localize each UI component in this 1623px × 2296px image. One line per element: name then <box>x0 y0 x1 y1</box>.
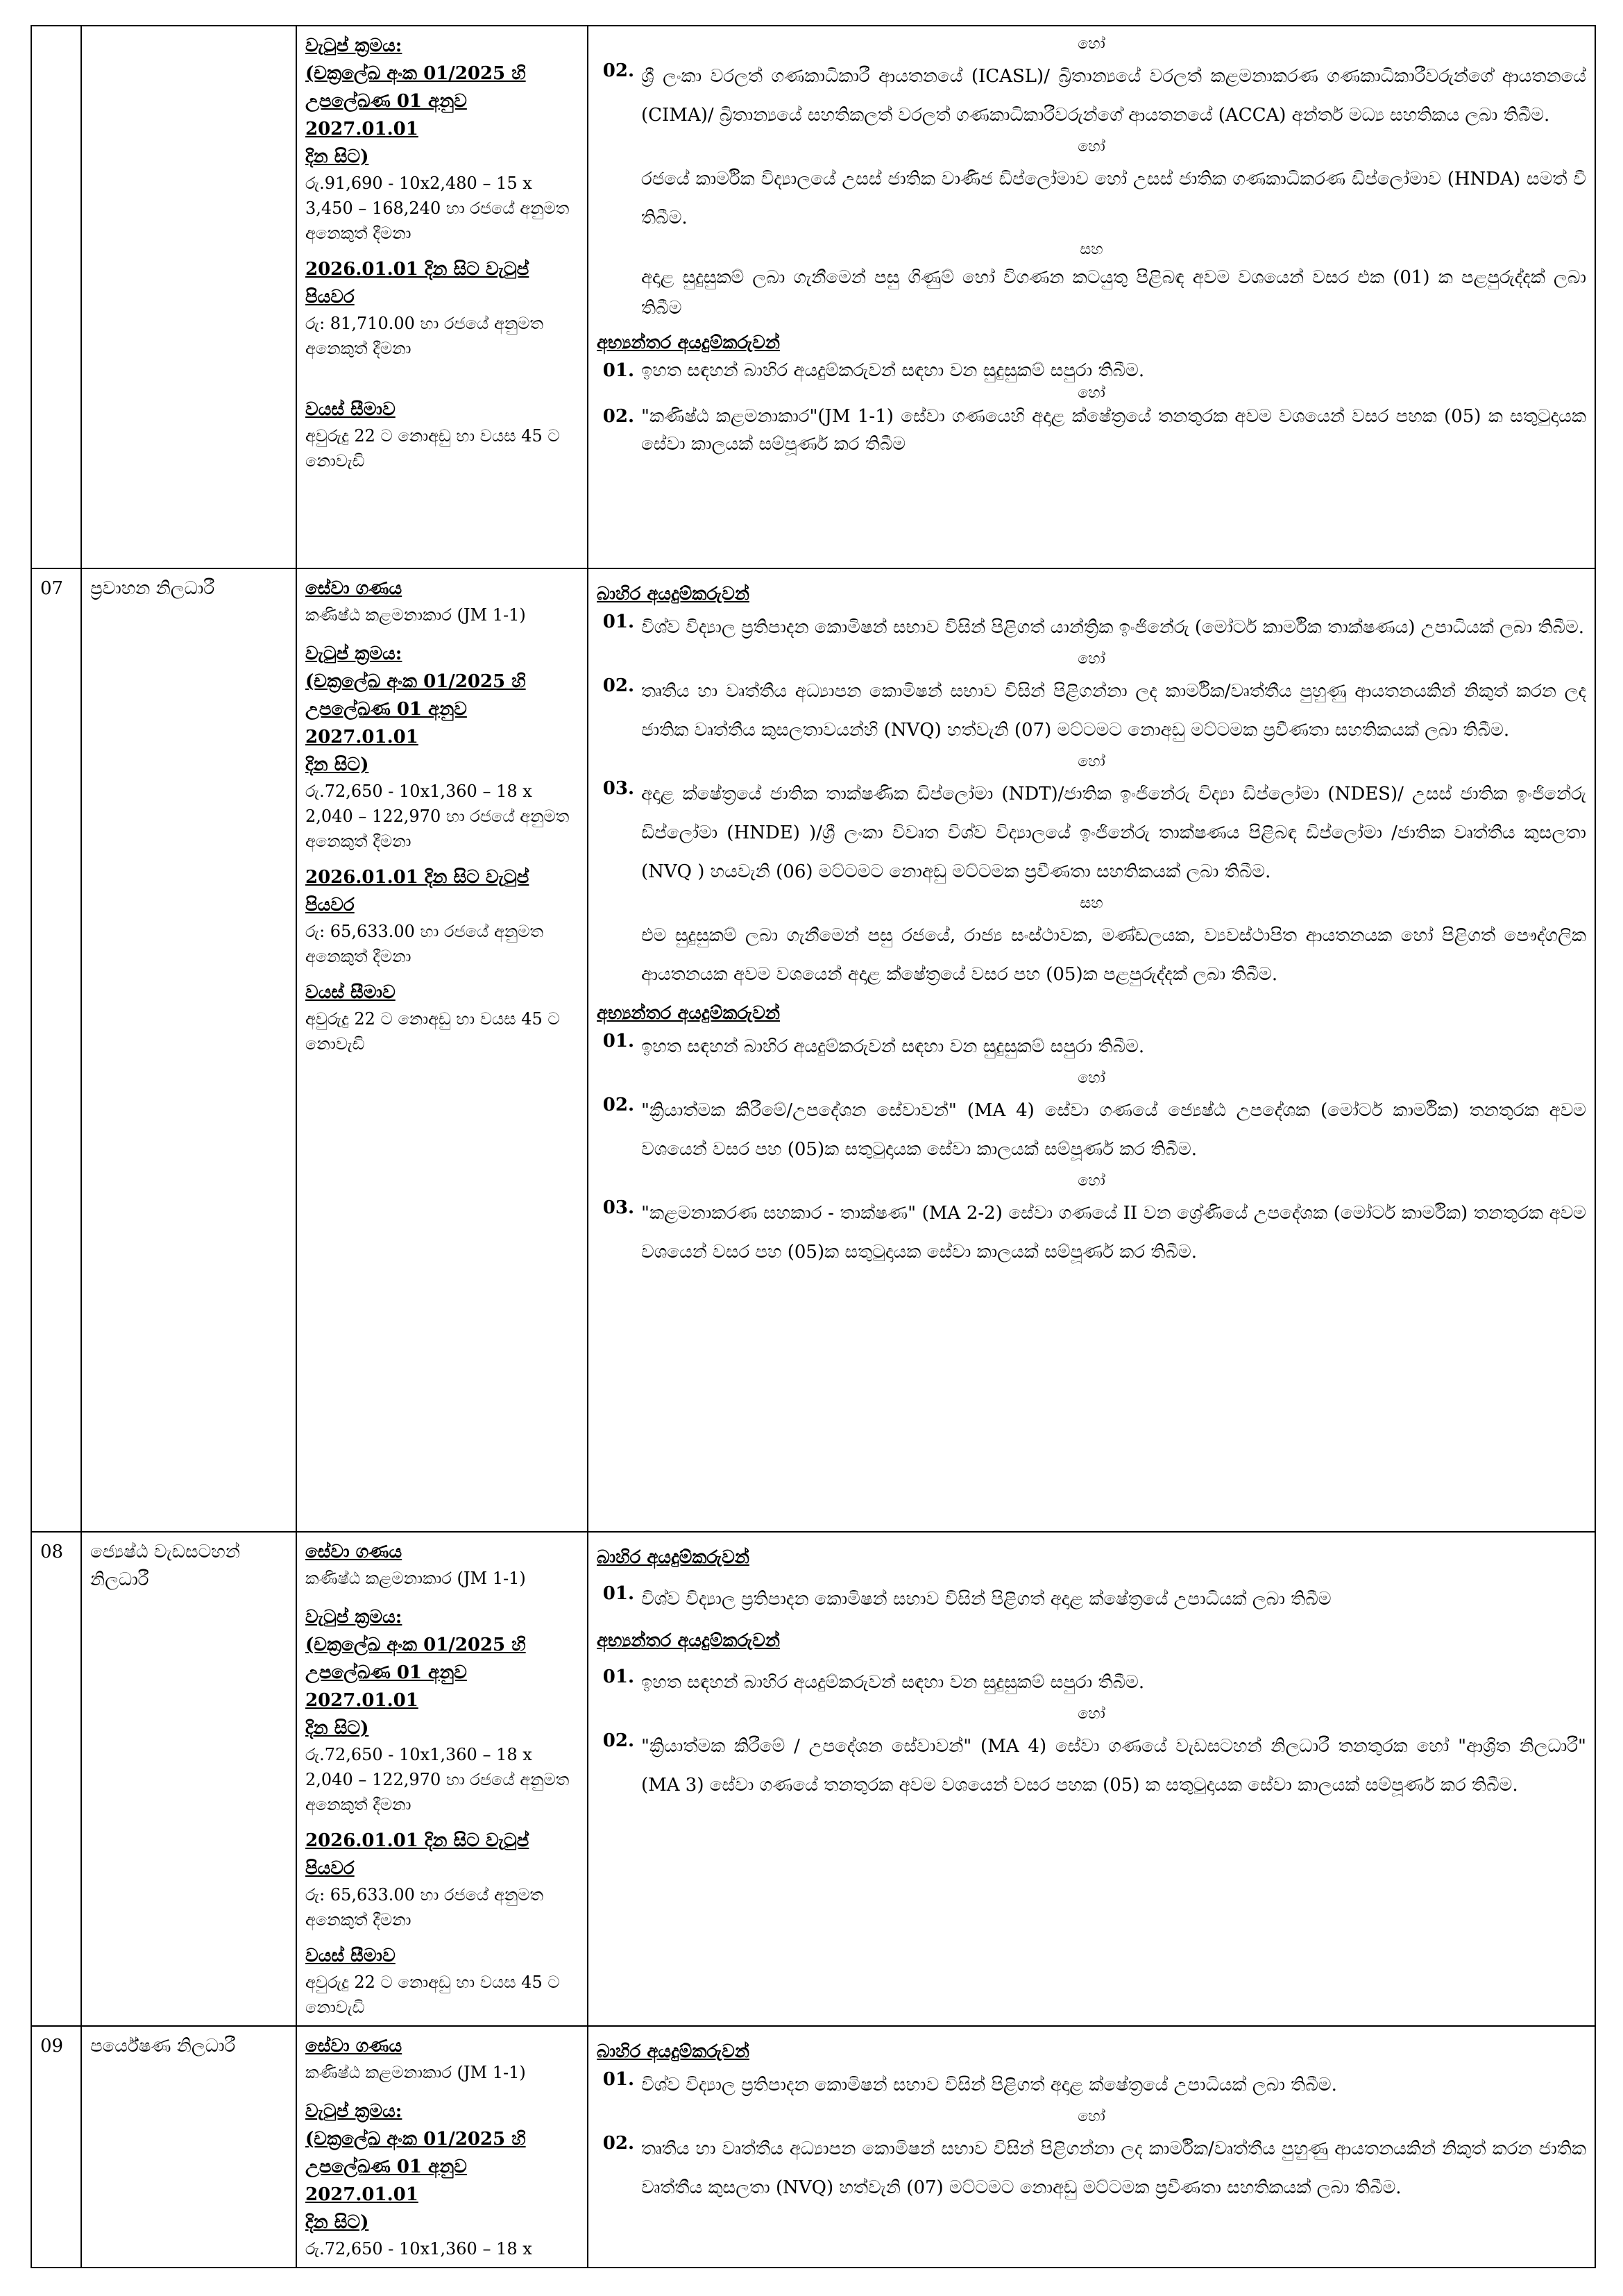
and-separator: සහ <box>1080 241 1103 258</box>
salary-scale-value: රු.72,650 - 10x1,360 – 18 x 2,040 – 122,970 හා රජයේ අනුමත අනෙකුත් දීමනා <box>305 782 570 851</box>
age-limit-label: වයස් සීමාව <box>305 1945 396 1966</box>
item-number: 02. <box>602 2133 634 2154</box>
circular-line: උපලේඛණ 01 අනුව 2027.01.01 <box>305 91 467 140</box>
item-text: "ක්‍රියාත්මක කිරීමේ / උපදේශන සේවාවන්" (MA 4) සේවා ගණයේ වැඩසටහන් නිලධාරී තනතුරක හෝ "ආශ්‍රිත නිලධාරී" (MA 3) සේවා ගණයේ තනතුරක අවම වශයෙන් වසර පහක (05) ක සතුටුදායක සේවා කාලයක් සම්පූර්ණ කර තිබීම. <box>641 1736 1586 1796</box>
external-applicants-heading: බාහිර අයදුම්කරුවන් <box>597 1547 749 1568</box>
qualification-item <box>597 672 1586 750</box>
item-number: 01. <box>602 360 634 381</box>
service-category-label: සේවා ගණය <box>305 2036 402 2057</box>
item-number: 02. <box>602 1095 634 1115</box>
table-row <box>31 1532 1595 2026</box>
item-number: 02. <box>602 675 634 696</box>
age-limit-value: අවුරුදු 22 ට නොඅඩු හා වයස 45 ට නොවැඩි <box>305 1973 560 2017</box>
external-applicants-heading: බාහිර අයදුම්කරුවන් <box>597 584 749 605</box>
item-text: ඉහත සඳහන් බාහිර අයදුම්කරුවන් සඳහා වන සුදුසුකම් සපුරා තිබීම. <box>641 1672 1145 1693</box>
salary-scale-value: රු.72,650 - 10x1,360 – 18 x <box>305 2239 532 2259</box>
circular-line: (චක්‍රලේඛ අංක 01/2025 හි <box>305 671 526 692</box>
salary-step-label: 2026.01.01 දින සිට වැටුප් පියවර <box>305 259 529 307</box>
age-limit-label: වයස් සීමාව <box>305 982 396 1003</box>
salary-scale-value: රු.91,690 - 10x2,480 – 15 x 3,450 – 168,240 හා රජයේ අනුමත අනෙකුත් දීමනා <box>305 174 570 243</box>
item-text: "කළමනාකරණ සහකාර - තාක්ෂණ" (MA 2-2) සේවා ගණයේ II වන ශ්‍රේණියේ උපදේශක (මෝටර් කාර්මික) තනතුරක අවම වශයෙන් වසර පහ (05)ක සතුටුදායක සේවා කාලයක් සම්පූර්ණ කර තිබීම. <box>641 1203 1586 1263</box>
circular-line: (චක්‍රලේඛ අංක 01/2025 හි <box>305 1635 526 1655</box>
circular-line: දින සිට) <box>305 754 369 775</box>
post-cell <box>81 26 296 568</box>
external-applicants-heading: බාහිර අයදුම්කරුවන් <box>597 2041 749 2062</box>
or-separator: හෝ <box>1078 138 1105 155</box>
salary-step-label: 2026.01.01 දින සිට වැටුප් පියවර <box>305 1830 529 1879</box>
internal-applicants-heading: අභ්‍යන්තර අයදුම්කරුවන් <box>597 332 780 353</box>
salary-step-value: රු: 65,633.00 හා රජයේ අනුමත අනෙකුත් දීමනා <box>305 922 543 966</box>
salary-cell <box>296 568 588 1532</box>
circular-line: දින සිට) <box>305 1718 369 1739</box>
qualification-item <box>597 1580 1586 1619</box>
item-text: අදාළ ක්ෂේත්‍රයේ ජාතික තාක්ෂණික ඩිප්ලෝමා (NDT)/ජාතික ඉංජිනේරු විද්‍යා ඩිප්ලෝමා (NDES)/ උසස් ජාතික ඉංජිනේරු ඩිප්ලෝමා (HNDE) )/ශ්‍රී ලංකා විවෘත විශ්ව විද්‍යාලයේ ඉංජිනේරු තාක්ෂණය පිළිබඳ ඩිප්ලෝමා /ජාතික වෘත්තීය කුසලතා (NVQ ) හයවැනි (06) මට්ටමට නොඅඩු මට්ටමක ප්‍රවීණතා සහතිකයක් ලබා තිබීම. <box>641 784 1586 882</box>
qualification-item <box>597 57 1586 135</box>
age-limit-value: අවුරුදු 22 ට නොඅඩු හා වයස 45 ට නොවැඩි <box>305 426 560 471</box>
or-separator: හෝ <box>1078 650 1105 668</box>
qualification-item <box>597 2129 1586 2207</box>
item-number: 02. <box>602 1730 634 1751</box>
or-separator: හෝ <box>1078 1172 1105 1190</box>
circular-line: දින සිට) <box>305 2212 369 2233</box>
circular-line: (චක්‍රලේඛ අංක 01/2025 හි <box>305 63 526 84</box>
item-number: 01. <box>602 1666 634 1687</box>
paragraph: එම සුදුසුකම් ලබා ගැනීමෙන් පසු රජයේ, රාජ්‍ය සංස්ථාවක, මණ්ඩලයක, ව්‍යවස්ථාපිත ආයතනයක හෝ පිළිගත් පෞද්ගලික ආයතනයක අවම වශයෙන් අදාළ ක්ෂේත්‍රයේ වසර පහ (05)ක පළපුරුද්දක් ලබා තිබීම. <box>641 925 1586 985</box>
qualification-item <box>597 1027 1586 1066</box>
item-text: "ක්‍රියාත්මක කිරීමේ/උපදේශන සේවාවන්" (MA 4) සේවා ගණයේ ජ්‍යෙෂ්ඨ උපදේශක (මෝටර් කාර්මික) තනතුරක අවම වශයෙන් වසර පහ (05)ක සතුටුදායක සේවා කාලයක් සම්පූර්ණ කර තිබීම. <box>641 1100 1586 1160</box>
circular-line: දින සිට) <box>305 146 369 167</box>
table-row <box>31 2026 1595 2268</box>
item-text: විශ්ව විද්‍යාල ප්‍රතිපාදන කොමිෂන් සභාව විසින් පිළිගත් අදාළ ක්ෂේත්‍රයේ උපාධියක් ලබා තිබීම. <box>641 2075 1337 2095</box>
service-category-label: සේවා ගණය <box>305 1542 402 1562</box>
post-cell: ප්‍රවාහන නිලධාරී <box>81 568 296 1532</box>
qualifications-cell <box>588 2026 1595 2268</box>
or-separator: හෝ <box>1078 1070 1105 1087</box>
item-number: 01. <box>602 2069 634 2090</box>
qualification-item <box>597 357 1586 385</box>
qualification-item <box>597 2066 1586 2104</box>
item-number: 01. <box>602 1031 634 1052</box>
circular-line: (චක්‍රලේඛ අංක 01/2025 හි <box>305 2129 526 2150</box>
or-separator: හෝ <box>1078 2108 1105 2125</box>
paragraph: රජයේ කාර්මික විද්‍යාලයේ උසස් ජාතික වාණිජ ඩිප්ලෝමාව හෝ උසස් ජාතික ගණකාධිකරණ ඩිප්ලෝමාව (HNDA) සමත් වී තිබීම. <box>641 169 1586 228</box>
item-text: විශ්ව විද්‍යාල ප්‍රතිපාදන කොමිෂන් සභාව විසින් පිළිගත් අදාළ ක්ෂේත්‍රයේ උපාධියක් ලබා තිබීම <box>641 1589 1332 1610</box>
item-number: 02. <box>602 60 634 81</box>
qualification-item <box>597 1663 1586 1702</box>
qualification-item <box>597 608 1586 647</box>
post-cell: පර්යේෂණ නිලධාරී <box>81 2026 296 2268</box>
salary-scale-label: වැටුප් ක්‍රමය: <box>305 2101 402 2122</box>
or-separator: හෝ <box>1078 1705 1105 1723</box>
service-category-label: සේවා ගණය <box>305 578 402 599</box>
row-number-cell: 09 <box>31 2026 81 2268</box>
qualifications-cell <box>588 568 1595 1532</box>
item-text: තෘතීය හා වෘත්තීය අධ්‍යාපන කොමිෂන් සභාව විසින් පිළිගන්නා ලද කාර්මික/වෘත්තීය පුහුණු ආයතනයකින් නිකුත් කරන ජාතික වෘත්තීය කුසලතා (NVQ) හත්වැනි (07) මට්ටමට නොඅඩු මට්ටමක ප්‍රවීණතා සහතිකයක් ලබා තිබීම. <box>641 2138 1586 2198</box>
circular-line: උපලේඛණ 01 අනුව 2027.01.01 <box>305 699 467 748</box>
qualification-item <box>597 403 1586 458</box>
internal-applicants-heading: අභ්‍යන්තර අයදුම්කරුවන් <box>597 1003 780 1024</box>
qualification-item <box>597 1727 1586 1805</box>
service-category-value: කණිෂ්ඨ කළමනාකාර (JM 1-1) <box>305 2063 526 2082</box>
item-text: ඉහත සඳහන් බාහිර අයදුම්කරුවන් සඳහා වන සුදුසුකම් සපුරා තිබීම. <box>641 1036 1145 1057</box>
salary-scale-label: වැටුප් ක්‍රමය: <box>305 643 402 664</box>
circular-line: උපලේඛණ 01 අනුව 2027.01.01 <box>305 1662 467 1711</box>
or-separator: හෝ <box>1078 753 1105 770</box>
row-number-cell: 07 <box>31 568 81 1532</box>
age-limit-value: අවුරුදු 22 ට නොඅඩු හා වයස 45 ට නොවැඩි <box>305 1009 560 1054</box>
item-number: 01. <box>602 611 634 632</box>
or-separator: හෝ <box>1078 385 1105 402</box>
item-text: "කණිෂ්ඨ කළමනාකාර"(JM 1-1) සේවා ගණයෙහි අදාළ ක්ෂේත්‍රයේ තනතුරක අවම වශයෙන් වසර පහක (05) ක සතුටුදායක සේවා කාලයක් සම්පූර්ණ කර තිබීම <box>641 406 1586 455</box>
item-number: 03. <box>602 1197 634 1218</box>
item-number: 03. <box>602 778 634 799</box>
salary-scale-label: වැටුප් ක්‍රමය: <box>305 1607 402 1628</box>
salary-scale-label: වැටුප් ක්‍රමය: <box>305 35 402 56</box>
qualification-item <box>597 775 1586 891</box>
item-number: 01. <box>602 1583 634 1604</box>
item-text: ඉහත සඳහන් බාහිර අයදුම්කරුවන් සඳහා වන සුදුසුකම් සපුරා තිබීම. <box>641 360 1145 381</box>
service-category-value: කණිෂ්ඨ කළමනාකාර (JM 1-1) <box>305 605 526 625</box>
salary-cell <box>296 1532 588 2026</box>
paragraph: අදාළ සුදුසුකම් ලබා ගැනීමෙන් පසු ගිණුම් හෝ විගණන කටයුතු පිළිබඳ අවම වශයෙන් වසර එක (01) ක පළපුරුද්දක් ලබා තිබීම <box>641 267 1586 319</box>
salary-cell <box>296 2026 588 2268</box>
internal-applicants-heading: අභ්‍යන්තර අයදුම්කරුවන් <box>597 1630 780 1651</box>
item-text: ශ්‍රී ලංකා වරලත් ගණකාධිකාරී ආයතනයේ (ICASL)/ බ්‍රිතාන්‍යයේ වරලත් කළමනාකරණ ගණකාධිකාරීවරුන්ගේ ආයතනයේ (CIMA)/ බ්‍රිතාන්‍යයේ සහතිකලත් වරලත් ගණකාධිකාරීවරුන්ගේ ආයතනයේ (ACCA) අන්තර් මධ්‍ය සහතිකය ලබා තිබීම. <box>641 66 1586 126</box>
qualification-item <box>597 1194 1586 1272</box>
qualifications-table <box>31 25 1596 2268</box>
circular-line: උපලේඛණ 01 අනුව 2027.01.01 <box>305 2156 467 2205</box>
age-limit-label: වයස් සීමාව <box>305 399 396 420</box>
table-row <box>31 26 1595 568</box>
salary-step-value: රු: 81,710.00 හා රජයේ අනුමත අනෙකුත් දීමනා <box>305 314 543 358</box>
salary-step-value: රු: 65,633.00 හා රජයේ අනුමත අනෙකුත් දීමනා <box>305 1885 543 1930</box>
item-text: විශ්ව විද්‍යාල ප්‍රතිපාදන කොමිෂන් සභාව විසින් පිළිගත් යාන්ත්‍රික ඉංජිනේරු (මෝටර් කාර්මික තාක්ෂණය) උපාධියක් ලබා තිබීම. <box>641 617 1585 638</box>
row-number-cell: 08 <box>31 1532 81 2026</box>
salary-scale-value: රු.72,650 - 10x1,360 – 18 x 2,040 – 122,970 හා රජයේ අනුමත අනෙකුත් දීමනා <box>305 1745 570 1814</box>
row-number-cell <box>31 26 81 568</box>
salary-step-label: 2026.01.01 දින සිට වැටුප් පියවර <box>305 867 529 915</box>
or-separator: හෝ <box>1078 35 1105 53</box>
post-cell: ජ්‍යෙෂ්ඨ වැඩසටහන් නිලධාරී <box>81 1532 296 2026</box>
salary-cell <box>296 26 588 568</box>
service-category-value: කණිෂ්ඨ කළමනාකාර (JM 1-1) <box>305 1569 526 1588</box>
qualifications-cell <box>588 1532 1595 2026</box>
qualifications-cell <box>588 26 1595 568</box>
qualification-item <box>597 1091 1586 1169</box>
table-row <box>31 568 1595 1532</box>
item-text: තෘතීය හා වෘත්තීය අධ්‍යාපන කොමිෂන් සභාව විසින් පිළිගන්නා ලද කාර්මික/වෘත්තීය පුහුණු ආයතනයකින් නිකුත් කරන ලද ජාතික වෘත්තීය කුසලතාවයන්හි (NVQ) හත්වැනි (07) මට්ටමට නොඅඩු මට්ටමක ප්‍රවීණතා සහතිකයක් ලබා තිබීම. <box>641 681 1586 741</box>
item-number: 02. <box>602 406 634 427</box>
and-separator: සහ <box>1080 895 1103 912</box>
